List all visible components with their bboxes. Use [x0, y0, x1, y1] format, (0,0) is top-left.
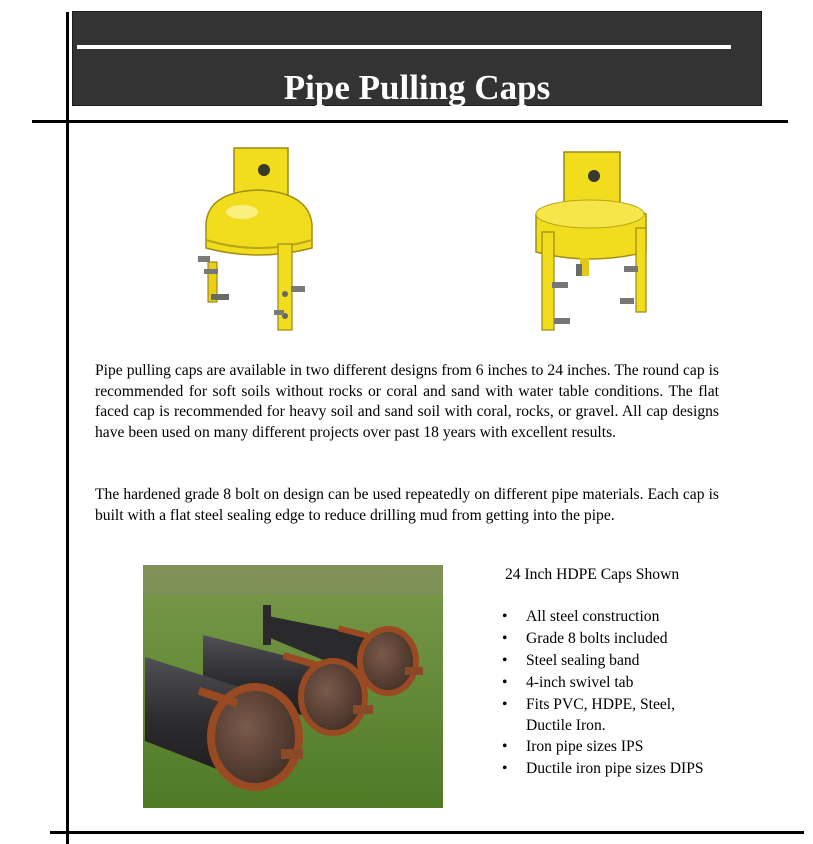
list-item: • Grade 8 bolts included [502, 628, 706, 650]
list-item: • 4-inch swivel tab [502, 672, 706, 694]
hdpe-caps-photo [143, 565, 443, 808]
flat-cap-image [528, 148, 652, 338]
list-item: • Fits PVC, HDPE, Steel, Ductile Iron. [502, 694, 706, 736]
page-title: Pipe Pulling Caps [283, 68, 551, 107]
frame-bottom-line [50, 831, 804, 834]
header-banner [72, 11, 762, 106]
list-item: • Steel sealing band [502, 650, 706, 672]
feature-list [502, 606, 706, 780]
list-item: • Ductile iron pipe sizes DIPS [502, 758, 706, 780]
bolt-paragraph: The hardened grade 8 bolt on design can be used repeatedly on different pipe materials. Each cap is built with a flat steel sealing edge to reduce drilling mud from getting into the pipe. [95, 486, 719, 524]
round-cap-image [196, 144, 320, 340]
photo-caption: 24 Inch HDPE Caps Shown [505, 566, 680, 583]
banner-rule [77, 45, 731, 49]
list-item: • Iron pipe sizes IPS [502, 736, 706, 758]
intro-paragraph: Pipe pulling caps are available in two different designs from 6 inches to 24 inches. The round cap is recommended for soft soils without rocks or coral and sand with water table conditions. The flat faced cap is recommended for heavy soil and sand soil with coral, rocks, or gravel. All cap designs have been used on many different projects over past 18 years with excellent results. [95, 362, 719, 441]
frame-vertical-line [66, 12, 69, 844]
list-item: • All steel construction [502, 606, 706, 628]
frame-top-line [32, 120, 788, 123]
